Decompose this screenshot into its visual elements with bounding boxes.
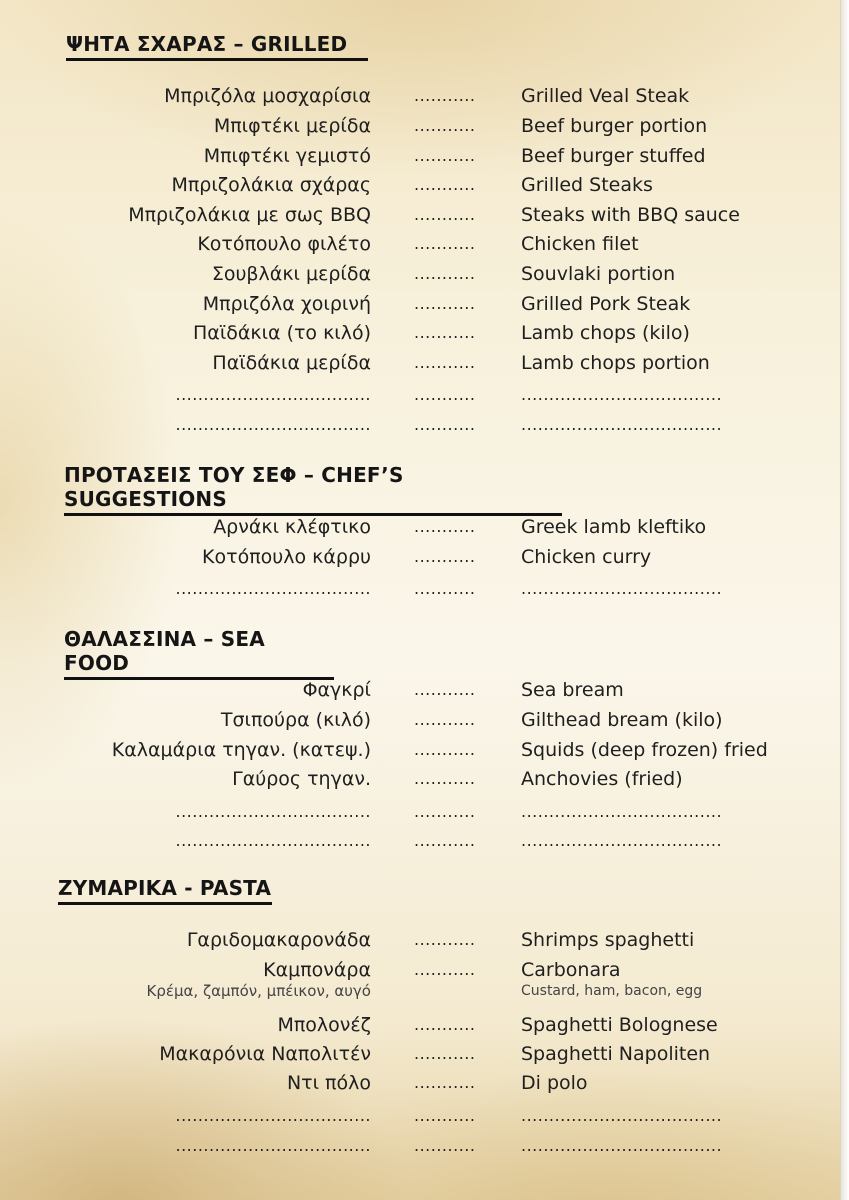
item-english: Lamb chops portion: [521, 352, 710, 374]
blank-english: ....................................: [521, 579, 723, 598]
price-dots: ...........: [414, 1106, 476, 1125]
price-dots: ...........: [414, 205, 476, 224]
item-english: Sea bream: [521, 679, 624, 701]
item-greek: Γαριδομακαρονάδα: [186, 929, 371, 951]
menu-item: [0, 141, 849, 171]
price-dots: ...........: [414, 740, 476, 759]
menu-item: [0, 705, 849, 735]
menu-item: [0, 925, 849, 955]
item-greek: Αρνάκι κλέφτικο: [213, 516, 371, 538]
item-greek: Μπολονέζ: [277, 1014, 371, 1036]
section-title-grilled: ΨΗΤΑ ΣΧΑΡΑΣ – GRILLED: [66, 32, 368, 61]
menu-item: [0, 170, 849, 200]
price-dots: ...........: [414, 710, 476, 729]
price-dots: ...........: [414, 353, 476, 372]
item-greek: Καμπονάρα: [263, 959, 371, 981]
item-greek: Παϊδάκια μερίδα: [212, 352, 371, 374]
item-greek: Ντι πόλο: [286, 1072, 371, 1094]
blank-english: ....................................: [521, 1136, 723, 1155]
blank-english: ....................................: [521, 802, 723, 821]
price-dots: ...........: [414, 116, 476, 135]
price-dots: ...........: [414, 234, 476, 253]
menu-item: [0, 259, 849, 289]
item-english: Di polo: [521, 1072, 588, 1094]
description-greek: Κρέμα, ζαμπόν, μπέικον, αυγό: [146, 982, 371, 1000]
menu-item: [0, 1010, 849, 1040]
item-greek: Παϊδάκια (το κιλό): [192, 322, 371, 344]
item-english: Beef burger stuffed: [521, 145, 706, 167]
blank-menu-line: [0, 797, 849, 827]
item-english: Squids (deep frozen) fried: [521, 739, 768, 761]
price-dots: ...........: [414, 831, 476, 850]
item-description: [0, 979, 849, 1003]
price-dots: ...........: [414, 930, 476, 949]
menu-item: [0, 675, 849, 705]
item-greek: Κοτόπουλο κάρρυ: [202, 546, 371, 568]
menu-item: [0, 764, 849, 794]
price-dots: ...........: [414, 1136, 476, 1155]
menu-item: [0, 1068, 849, 1098]
item-english: Steaks with BBQ sauce: [521, 204, 740, 226]
price-dots: ...........: [414, 86, 476, 105]
item-english: Beef burger portion: [521, 115, 708, 137]
item-english: Grilled Steaks: [521, 174, 653, 196]
price-dots: ...........: [414, 802, 476, 821]
price-dots: ...........: [414, 547, 476, 566]
price-dots: ...........: [414, 415, 476, 434]
description-english: Custard, ham, bacon, egg: [521, 983, 703, 999]
item-english: Lamb chops (kilo): [521, 322, 690, 344]
price-dots: ...........: [414, 1073, 476, 1092]
blank-english: ....................................: [521, 385, 723, 404]
item-greek: Μπριζόλα χοιρινή: [202, 293, 371, 315]
price-dots: ...........: [414, 517, 476, 536]
menu-item: [0, 111, 849, 141]
item-english: Chicken curry: [521, 546, 652, 568]
section-title-sea-food: ΘΑΛΑΣΣΙΝΑ – SEA FOOD: [64, 627, 334, 680]
price-dots: ...........: [414, 769, 476, 788]
item-english: Gilthead bream (kilo): [521, 709, 723, 731]
menu-item: [0, 289, 849, 319]
menu-item: [0, 1039, 849, 1069]
price-dots: ...........: [414, 960, 476, 979]
price-dots: ...........: [414, 294, 476, 313]
blank-greek: ...................................: [175, 415, 371, 434]
item-greek: Κοτόπουλο φιλέτο: [197, 233, 371, 255]
item-greek: Φαγκρί: [302, 679, 371, 701]
item-greek: Μπιφτέκι γεμιστό: [203, 145, 371, 167]
price-dots: ...........: [414, 1015, 476, 1034]
item-greek: Τσιπούρα (κιλό): [220, 709, 371, 731]
item-english: Grilled Veal Steak: [521, 85, 690, 107]
price-dots: ...........: [414, 175, 476, 194]
blank-menu-line: [0, 380, 849, 410]
item-english: Anchovies (fried): [521, 768, 683, 790]
price-dots: ...........: [414, 146, 476, 165]
blank-greek: ...................................: [175, 802, 371, 821]
item-greek: Μπριζόλα μοσχαρίσια: [164, 85, 371, 107]
item-english: Chicken filet: [521, 233, 639, 255]
price-dots: ...........: [414, 1044, 476, 1063]
menu-item: [0, 735, 849, 765]
item-greek: Μπιφτέκι μερίδα: [213, 115, 371, 137]
menu-item: [0, 229, 849, 259]
item-greek: Σουβλάκι μερίδα: [211, 263, 371, 285]
price-dots: ...........: [414, 579, 476, 598]
price-dots: ...........: [414, 264, 476, 283]
blank-english: ....................................: [521, 831, 723, 850]
menu-item: [0, 200, 849, 230]
blank-menu-line: [0, 1131, 849, 1161]
item-english: Spaghetti Bolognese: [521, 1014, 718, 1036]
item-greek: Μακαρόνια Ναπολιτέν: [159, 1043, 371, 1065]
blank-greek: ...................................: [175, 385, 371, 404]
price-dots: ...........: [414, 680, 476, 699]
item-greek: Μπριζολάκια σχάρας: [171, 174, 371, 196]
item-english: Grilled Pork Steak: [521, 293, 691, 315]
blank-greek: ...................................: [175, 1136, 371, 1155]
blank-menu-line: [0, 826, 849, 856]
price-dots: ...........: [414, 385, 476, 404]
menu-item: [0, 512, 849, 542]
menu-item: [0, 542, 849, 572]
section-title-chefs-suggestions: ΠΡΟΤΑΣΕΙΣ ΤΟΥ ΣΕΦ – CHEF’S SUGGESTIONS: [64, 463, 562, 516]
section-title-pasta: ΖΥΜΑΡΙΚΑ - PASTA: [58, 876, 272, 905]
blank-menu-line: [0, 1101, 849, 1131]
blank-greek: ...................................: [175, 1106, 371, 1125]
item-english: Souvlaki portion: [521, 263, 676, 285]
blank-english: ....................................: [521, 415, 723, 434]
blank-english: ....................................: [521, 1106, 723, 1125]
item-english: Shrimps spaghetti: [521, 929, 695, 951]
blank-greek: ...................................: [175, 579, 371, 598]
item-english: Greek lamb kleftiko: [521, 516, 707, 538]
blank-menu-line: [0, 410, 849, 440]
item-english: Spaghetti Napoliten: [521, 1043, 711, 1065]
blank-greek: ...................................: [175, 831, 371, 850]
menu-item: [0, 318, 849, 348]
blank-menu-line: [0, 574, 849, 604]
item-greek: Γαύρος τηγαν.: [232, 768, 371, 790]
menu-item: [0, 348, 849, 378]
menu-item: [0, 81, 849, 111]
item-english: Carbonara: [521, 959, 621, 981]
price-dots: ...........: [414, 323, 476, 342]
item-greek: Καλαμάρια τηγαν. (κατεψ.): [111, 739, 371, 761]
item-greek: Μπριζολάκια με σως BBQ: [128, 204, 371, 226]
